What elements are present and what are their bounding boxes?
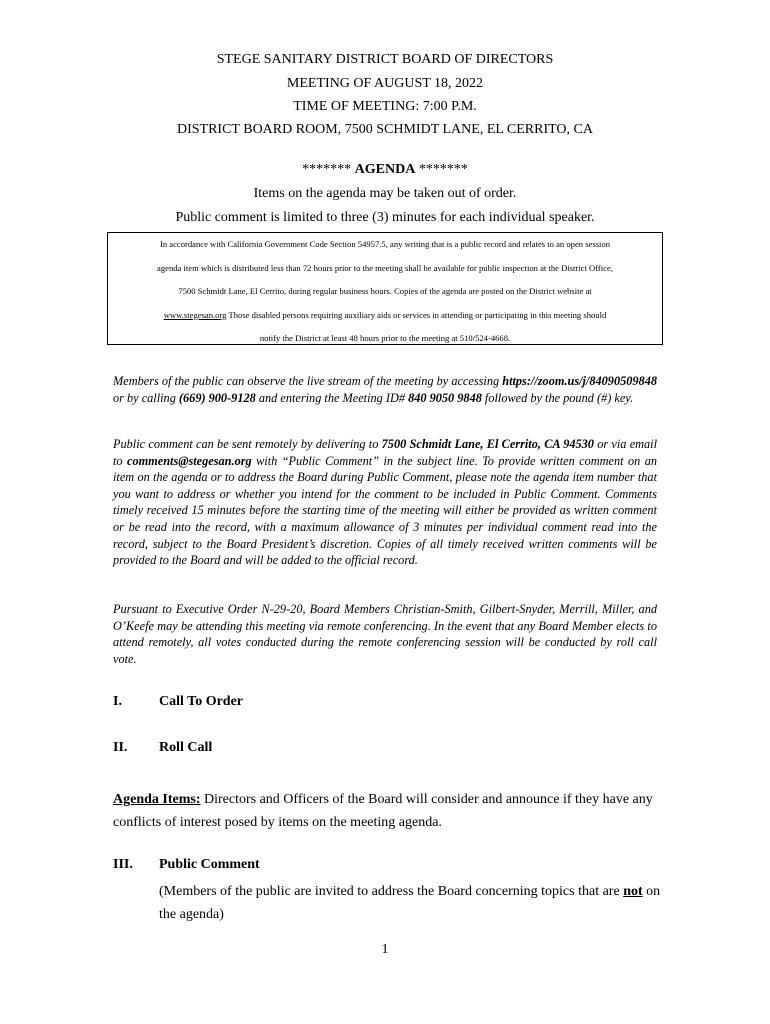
agenda-item-call-to-order bbox=[113, 694, 243, 710]
page-number: 1 bbox=[381, 942, 389, 957]
agenda-heading bbox=[0, 162, 770, 178]
agenda-items-text: Directors and Officers of the Board will consider and announce if they have any conflicts of interest posed by items on the meeting agenda. bbox=[113, 792, 653, 830]
notice-line: In accordance with California Government Code Section 54957.5, any writing that is a public record and relates to an open session bbox=[159, 239, 611, 249]
executive-order-paragraph: Pursuant to Executive Order N-29-20, Board Members Christian-Smith, Gilbert-Snyder, Merrill, Miller, and O’Keefe may be attending this meeting via remote conferencing. In the event that any Board Member elects to attend remotely, all votes conducted during the remote conferencing session will be conducted by roll call vote. bbox=[113, 602, 657, 666]
text-run: Public comment can be sent remotely by delivering to bbox=[113, 437, 382, 451]
agenda-item-roll-call bbox=[113, 740, 212, 756]
item-number: II. bbox=[113, 740, 128, 755]
item-number: III. bbox=[113, 857, 133, 872]
text-run: followed by the pound (#) key. bbox=[481, 390, 634, 405]
text-run: or by calling bbox=[113, 390, 179, 405]
district-title: STEGE SANITARY DISTRICT BOARD OF DIRECTORS bbox=[216, 52, 554, 67]
agenda-word: AGENDA bbox=[354, 162, 416, 177]
text-run: with “Public Comment” in the subject line. To provide written comment on an item on the agenda or to address the Board during Public Comment, please note the agenda item number that you want to address or whether you intend for the comment to be included in Public Comment. Comments timely received 15 minutes before the starting time of the meeting will either be provided as written comment or be read into the record, with a maximum allowance of 3 minutes per individual comment read into the record, subject to the Board President’s discretion. Copies of all timely received written comments will be provided to the Board and will be added to the official record. bbox=[113, 453, 657, 568]
item-label: Roll Call bbox=[159, 740, 213, 755]
text-run: (Members of the public are invited to address the Board concerning topics that are bbox=[159, 884, 624, 899]
district-address: 7500 Schmidt Lane, El Cerrito, CA 94530 bbox=[381, 437, 594, 451]
text-run: Members of the public can observe the live stream of the meeting by accessing bbox=[113, 374, 503, 388]
public-comment-paragraph bbox=[113, 436, 657, 569]
text-run: on the agenda) bbox=[159, 884, 661, 922]
meeting-id: 840 9050 9848 bbox=[408, 390, 482, 405]
notice-line-rest: Those disabled persons requiring auxiliary aids or services in attending or participating in this meeting should bbox=[226, 309, 607, 320]
order-note: Items on the agenda may be taken out of order. bbox=[253, 186, 517, 201]
agenda-items-label: Agenda Items: bbox=[113, 792, 201, 807]
district-website-link[interactable]: www.stegesan.org bbox=[163, 309, 227, 320]
notice-line: agenda item which is distributed less than 72 hours prior to the meeting shall be available for public inspection at the District Office, bbox=[157, 262, 613, 273]
meeting-date: MEETING OF AUGUST 18, 2022 bbox=[286, 76, 484, 91]
text-run: and entering the Meeting ID# bbox=[255, 390, 409, 405]
agenda-stars-right: ******* bbox=[418, 162, 468, 177]
comments-email[interactable]: comments@stegesan.org bbox=[127, 453, 252, 468]
agenda-items-statement bbox=[113, 788, 673, 834]
notice-line: notify the District at least 48 hours prior to the meeting at 510/524-4668. bbox=[259, 333, 511, 343]
emphasis-not: not bbox=[623, 884, 643, 899]
public-comment-description bbox=[159, 880, 669, 926]
item-number: I. bbox=[113, 694, 122, 709]
phone-number: (669) 900-9128 bbox=[178, 390, 256, 405]
text-run: or via email to bbox=[113, 437, 658, 468]
meeting-location: DISTRICT BOARD ROOM, 7500 SCHMIDT LANE, EL CERRITO, CA bbox=[176, 122, 593, 137]
zoom-link[interactable]: https://zoom.us/j/84090509848 bbox=[502, 374, 657, 388]
meeting-time: TIME OF MEETING: 7:00 P.M. bbox=[293, 99, 477, 114]
item-label: Public Comment bbox=[159, 857, 260, 872]
notice-line bbox=[108, 304, 662, 328]
comment-limit-note: Public comment is limited to three (3) minutes for each individual speaker. bbox=[175, 210, 595, 225]
public-records-notice bbox=[107, 232, 663, 345]
item-label: Call To Order bbox=[159, 694, 244, 709]
livestream-paragraph bbox=[113, 373, 657, 406]
notice-line: 7500 Schmidt Lane, El Cerrito, during regular business hours. Copies of the agenda are posted on the District website at bbox=[178, 286, 592, 296]
agenda-item-public-comment bbox=[113, 857, 260, 873]
agenda-stars-left: ******* bbox=[302, 162, 352, 177]
